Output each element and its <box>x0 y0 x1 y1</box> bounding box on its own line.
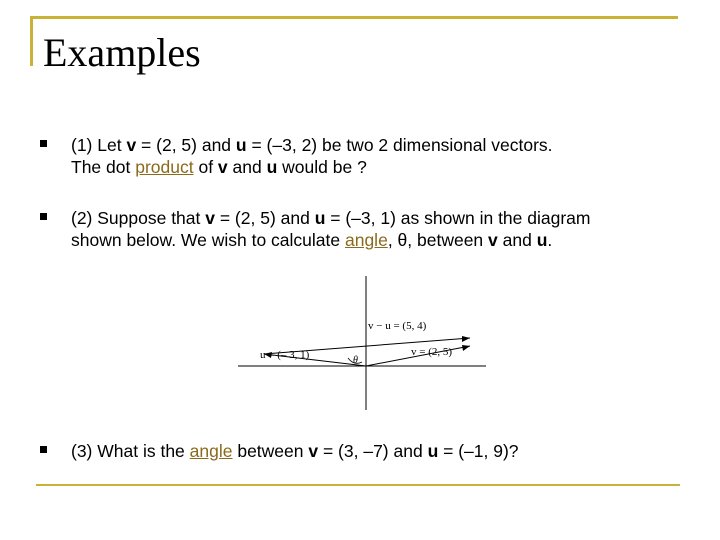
bullet-square-icon <box>40 140 47 147</box>
slide-title: Examples <box>43 30 201 75</box>
vector-u: u <box>266 157 278 177</box>
bullet-text-3: (3) What is the angle between v = (3, –7) and u = (–1, 9)? <box>71 441 519 461</box>
vector-u: u <box>536 230 548 250</box>
vector-v: v <box>488 230 498 250</box>
vector-u: u <box>235 135 247 155</box>
vector-v: v <box>308 441 319 461</box>
frame-top-rule <box>30 16 678 19</box>
vector-v: v <box>126 135 137 155</box>
bullet-square-icon <box>40 446 47 453</box>
frame-bottom-rule <box>36 484 680 486</box>
vector-diff-arrowhead-icon <box>462 336 470 342</box>
vector-diagram-svg <box>236 274 488 412</box>
angle-link[interactable]: angle <box>189 441 233 461</box>
vector-u: u <box>427 441 439 461</box>
angle-link[interactable]: angle <box>344 230 388 250</box>
vector-v: v <box>217 157 228 177</box>
u-vector-label: u = (– 3, 1) <box>260 349 310 361</box>
bullet-text-2: (2) Suppose that v = (2, 5) and u = (–3, 1) as shown in the diagram shown below. We wish to calculate angle, θ, between v and u. <box>71 208 591 250</box>
vector-v: v <box>205 208 215 228</box>
v-vector-label: v = (2, 5) <box>411 346 453 358</box>
bullet-text-1: (1) Let v = (2, 5) and u = (–3, 2) be two 2 dimensional vectors. The dot product of v and u would be ? <box>71 135 553 177</box>
vector-u: u <box>314 208 326 228</box>
product-link[interactable]: product <box>135 157 194 177</box>
frame-left-rule <box>30 16 33 66</box>
theta-label: θ <box>353 355 358 366</box>
diff-vector-label: v − u = (5, 4) <box>368 320 427 332</box>
bullet-square-icon <box>40 213 47 220</box>
vector-v-arrowhead-icon <box>462 345 470 351</box>
vector-diagram <box>236 274 488 412</box>
